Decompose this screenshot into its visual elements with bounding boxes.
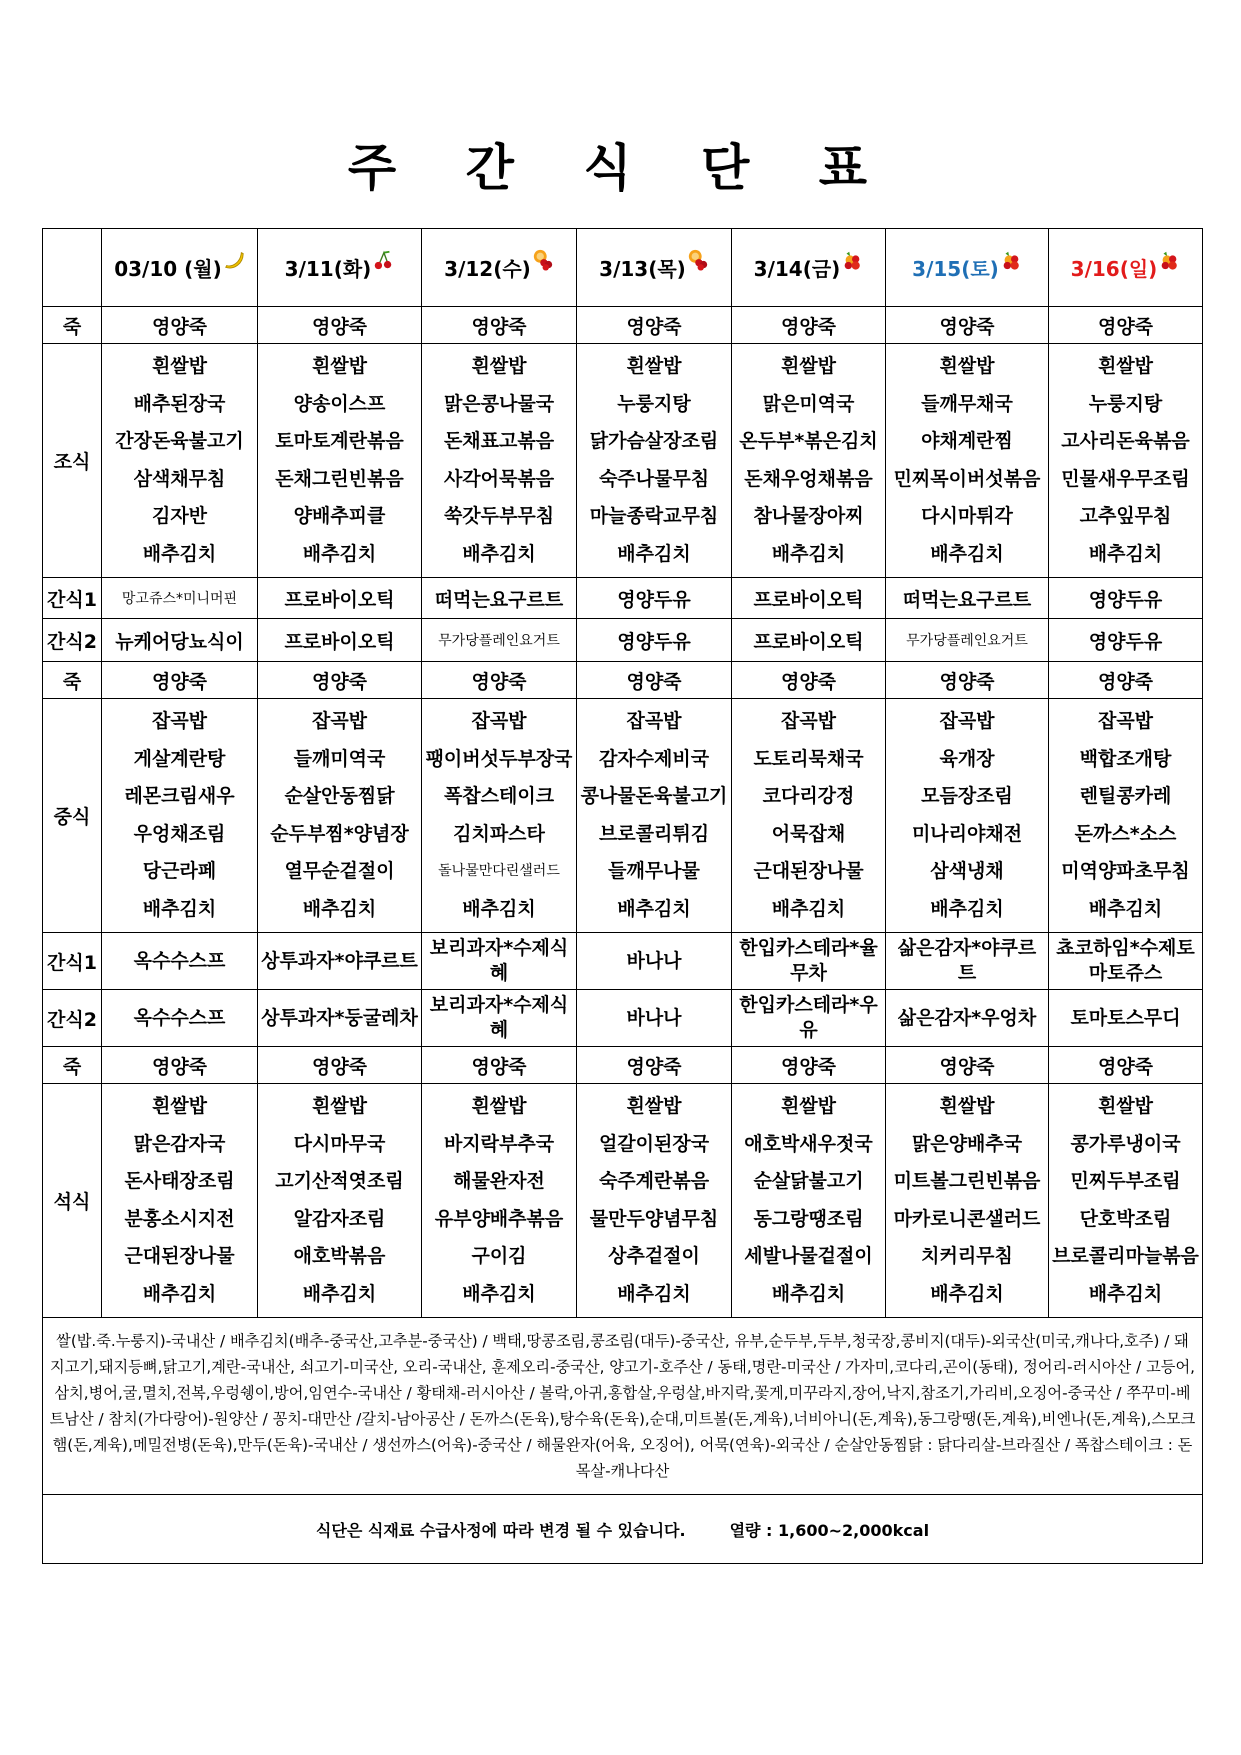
menu-cell — [102, 1047, 258, 1084]
meal-cell — [732, 344, 886, 578]
dish-item: 참나물장아찌 — [753, 505, 864, 527]
menu-cell — [577, 933, 732, 990]
row-label: 간식1 — [43, 933, 102, 990]
dish-item: 닭가슴살장조림 — [589, 430, 719, 452]
dish-item: 다시마무국 — [293, 1132, 386, 1155]
dish-text: 바나나 — [626, 1006, 682, 1029]
dish-item: 구이김 — [471, 1245, 527, 1267]
dish-item: 민찌목이버섯볶음 — [893, 467, 1041, 490]
dish-item: 배추김치 — [142, 542, 217, 565]
dish-text: 영양죽 — [626, 670, 682, 693]
dish-item: 감자수제비국 — [598, 747, 710, 770]
dish-item: 유부양배추볶음 — [434, 1207, 564, 1230]
menu-cell — [1049, 307, 1203, 344]
dish-item: 미트볼그린빈볶음 — [893, 1170, 1041, 1192]
menu-cell — [886, 307, 1049, 344]
dish-item: 근대된장나물 — [124, 1245, 235, 1267]
day-label: 3/11(화) — [284, 257, 372, 281]
day-label: 3/13(목) — [599, 257, 686, 281]
day-label: 3/15(토) — [912, 257, 999, 281]
dish-item: 흰쌀밥 — [151, 1095, 208, 1117]
menu-cell — [732, 662, 886, 699]
dish-item: 사각어묵볶음 — [443, 467, 555, 490]
dish-text: 영양죽 — [626, 1055, 682, 1078]
dish-text: 영양죽 — [939, 315, 995, 338]
dish-text: 영양죽 — [151, 315, 208, 338]
dish-item: 야채계란찜 — [921, 430, 1013, 452]
dish-item: 순살닭불고기 — [753, 1170, 864, 1192]
meal-row — [43, 344, 1203, 578]
fruit-basket-icon — [1000, 249, 1022, 271]
meal-cell — [886, 344, 1049, 578]
dish-item: 누룽지탕 — [1088, 392, 1163, 415]
dish-item: 쑥갓두부무침 — [443, 505, 555, 527]
page-title: 주 간 식 단 표 — [347, 139, 894, 197]
dish-item: 폭찹스테이크 — [443, 785, 555, 807]
menu-cell — [102, 933, 258, 990]
dish-item: 온두부*볶은김치 — [739, 430, 878, 452]
dish-item: 애호박새우젓국 — [744, 1132, 873, 1155]
dish-item: 배추김치 — [302, 897, 377, 920]
dish-text: 토마토스무디 — [1070, 1006, 1181, 1029]
dish-item: 돈까스*소스 — [1074, 822, 1177, 845]
dish-text: 영양죽 — [311, 1055, 368, 1078]
dish-item: 배추김치 — [930, 542, 1004, 565]
dish-text: 뉴케어당뇨식이 — [115, 630, 244, 653]
menu-cell — [577, 578, 732, 619]
dish-item: 브로콜리튀김 — [598, 822, 710, 845]
dish-item: 흰쌀밥 — [780, 355, 837, 377]
dish-item: 상추겉절이 — [608, 1245, 700, 1267]
dish-item: 고사리돈육볶음 — [1061, 430, 1190, 452]
menu-cell — [422, 578, 577, 619]
dish-text: 영양죽 — [1097, 315, 1154, 338]
dish-item: 당근라페 — [142, 860, 217, 882]
menu-row — [43, 933, 1203, 990]
dish-item: 마늘종락교무침 — [589, 505, 719, 527]
dish-item: 들깨무나물 — [608, 860, 700, 882]
dish-item: 흰쌀밥 — [151, 355, 208, 377]
dish-text: 영양죽 — [311, 670, 368, 693]
dish-item: 브로콜리마늘볶음 — [1052, 1245, 1199, 1267]
day-header — [422, 229, 577, 307]
dish-item: 육개장 — [939, 747, 995, 770]
dish-text: 삶은감자*우엉차 — [897, 1006, 1037, 1029]
row-label: 조식 — [43, 344, 102, 578]
dish-item: 얼갈이된장국 — [598, 1132, 710, 1155]
menu-cell — [886, 662, 1049, 699]
dish-item: 레몬크림새우 — [124, 785, 235, 807]
dish-item: 배추김치 — [617, 542, 691, 565]
meal-cell — [422, 699, 577, 933]
dish-item: 콩가루냉이국 — [1070, 1132, 1181, 1155]
menu-cell — [732, 1047, 886, 1084]
dish-item: 마카로니콘샐러드 — [893, 1207, 1041, 1230]
dish-item: 돈채그린빈볶음 — [275, 467, 404, 490]
dish-item: 애호박볶음 — [293, 1245, 386, 1267]
dish-item: 배추김치 — [1088, 542, 1163, 565]
dish-item: 흰쌀밥 — [471, 355, 527, 377]
menu-row — [43, 662, 1203, 699]
meal-cell — [258, 1084, 422, 1318]
menu-cell — [886, 990, 1049, 1047]
dish-item: 흰쌀밥 — [626, 355, 682, 377]
dish-item: 흰쌀밥 — [1097, 1095, 1154, 1117]
dish-item: 맑은감자국 — [133, 1132, 226, 1155]
dish-text: 옥수수스프 — [133, 1006, 226, 1029]
dish-item: 흰쌀밥 — [311, 355, 368, 377]
dish-item: 고추잎무침 — [1079, 505, 1172, 527]
row-label: 간식1 — [43, 578, 102, 619]
meal-cell — [102, 344, 258, 578]
dish-item: 들깨미역국 — [293, 747, 386, 770]
dish-item: 미나리야채전 — [911, 822, 1023, 845]
dish-text: 바나나 — [626, 949, 682, 972]
dish-text: 영양두유 — [617, 588, 691, 611]
menu-cell — [886, 933, 1049, 990]
change-notice: 식단은 식재료 수급사정에 따라 변경 될 수 있습니다. — [315, 1520, 686, 1540]
dish-item: 배추김치 — [462, 542, 536, 565]
dish-item: 배추김치 — [1088, 897, 1163, 920]
meal-cell — [422, 1084, 577, 1318]
menu-row — [43, 578, 1203, 619]
dish-item: 치커리무침 — [921, 1245, 1013, 1267]
dish-item: 돌나물만다린샐러드 — [438, 863, 560, 879]
dish-text: 영양죽 — [780, 670, 837, 693]
menu-cell — [1049, 619, 1203, 662]
dish-item: 잡곡밥 — [626, 710, 682, 732]
menu-cell — [102, 307, 258, 344]
orange-berry-icon — [532, 249, 554, 271]
menu-cell — [732, 578, 886, 619]
menu-cell — [422, 619, 577, 662]
dish-text: 프로바이오틱 — [284, 588, 395, 611]
dish-text: 삶은감자*야쿠르트 — [897, 937, 1037, 984]
dish-text: 떠먹는요구르트 — [434, 588, 564, 611]
dish-text: 영양죽 — [780, 1055, 837, 1078]
banana-icon — [223, 249, 245, 271]
menu-cell — [422, 990, 577, 1047]
dish-item: 흰쌀밥 — [471, 1095, 527, 1117]
dish-item: 배추김치 — [462, 897, 536, 920]
cherry-icon — [372, 249, 394, 271]
menu-cell — [422, 1047, 577, 1084]
meal-cell — [1049, 344, 1203, 578]
dish-item: 물만두양념무침 — [589, 1207, 719, 1230]
dish-text: 영양죽 — [151, 670, 208, 693]
day-label: 3/16(일) — [1070, 257, 1158, 281]
dish-item: 고기산적엿조림 — [275, 1170, 404, 1192]
dish-item: 미역양파초무침 — [1061, 860, 1190, 882]
dish-text: 영양죽 — [311, 315, 368, 338]
dish-item: 동그랑땡조림 — [753, 1207, 864, 1230]
dish-item: 세발나물겉절이 — [744, 1245, 873, 1267]
dish-text: 쵸코하임*수제토마토쥬스 — [1056, 937, 1195, 984]
dish-text: 프로바이오틱 — [284, 630, 395, 653]
meal-row — [43, 699, 1203, 933]
day-header — [102, 229, 258, 307]
meal-cell — [102, 1084, 258, 1318]
menu-cell — [258, 933, 422, 990]
dish-text: 영양죽 — [1097, 670, 1154, 693]
dish-item: 도토리묵채국 — [753, 747, 864, 770]
dish-item: 배추김치 — [302, 1282, 377, 1305]
fruit-basket-icon — [841, 249, 863, 271]
dish-text: 영양죽 — [471, 1055, 527, 1078]
menu-cell — [422, 307, 577, 344]
menu-cell — [258, 307, 422, 344]
dish-text: 영양두유 — [1088, 588, 1163, 611]
menu-cell — [258, 578, 422, 619]
dish-item: 돈채우엉채볶음 — [744, 467, 873, 490]
row-label: 죽 — [43, 1047, 102, 1084]
dish-item: 배추김치 — [617, 897, 691, 920]
meal-cell — [577, 344, 732, 578]
menu-cell — [102, 990, 258, 1047]
dish-item: 분홍소시지전 — [124, 1207, 235, 1230]
meal-row — [43, 1084, 1203, 1318]
dish-item: 코다리강정 — [762, 785, 855, 807]
dish-item: 어묵잡채 — [771, 822, 846, 845]
dish-text: 영양죽 — [151, 1055, 208, 1078]
meal-cell — [886, 699, 1049, 933]
row-label: 중식 — [43, 699, 102, 933]
dish-text: 보리과자*수제식혜 — [429, 994, 569, 1041]
dish-item: 배추김치 — [1088, 1282, 1163, 1305]
dish-item: 배추김치 — [142, 897, 217, 920]
dish-item: 단호박조림 — [1079, 1207, 1172, 1230]
corner-cell — [43, 229, 102, 307]
menu-cell — [1049, 933, 1203, 990]
menu-cell — [1049, 990, 1203, 1047]
menu-cell — [258, 1047, 422, 1084]
row-label: 간식2 — [43, 619, 102, 662]
dish-text: 상투과자*야쿠르트 — [261, 949, 418, 972]
dish-text: 영양두유 — [1088, 630, 1163, 653]
dish-item: 숙주계란볶음 — [598, 1170, 710, 1192]
dish-item: 간장돈육불고기 — [115, 430, 244, 452]
dish-item: 배추김치 — [771, 897, 846, 920]
dish-item: 다시마튀각 — [921, 505, 1013, 527]
dish-item: 돈채표고볶음 — [443, 430, 555, 452]
meal-cell — [422, 344, 577, 578]
row-label: 죽 — [43, 662, 102, 699]
dish-item: 해물완자전 — [453, 1170, 545, 1192]
dish-item: 배추김치 — [142, 1282, 217, 1305]
dish-item: 배추김치 — [771, 542, 846, 565]
dish-text: 보리과자*수제식혜 — [429, 937, 569, 984]
meal-cell — [732, 699, 886, 933]
menu-row — [43, 619, 1203, 662]
dish-item: 배추김치 — [930, 1282, 1004, 1305]
menu-cell — [102, 619, 258, 662]
menu-cell — [102, 578, 258, 619]
fruit-basket-icon — [1158, 249, 1180, 271]
dish-item: 배추김치 — [771, 1282, 846, 1305]
menu-cell — [102, 662, 258, 699]
dish-text: 프로바이오틱 — [753, 630, 864, 653]
origin-info: 쌀(밥.죽.누룽지)-국내산 / 배추김치(배추-중국산,고추분-중국산) / 백태,땅콩조림,콩조림(대두)-중국산, 유부,순두부,두부,청국장,콩비지(대두)-외국산(미국,캐나다,호주) / 돼지고기,돼지등뼈,닭고기,계란-국내산, 쇠고기-미국산, 오리-국내산, 훈제오리-중국산, 양고기-호주산 / 동태,명란-미국산 / 가자미,코다리,곤이(동태), 정어리-러시아산 / 고등어,삼치,병어,굴,멸치,전복,우렁쉥이,방어,임연수-국내산 / 황태채-러시아산 / 볼락,아귀,홍합살,우렁살,바지락,꽃게,미꾸라지,장어,낙지,참조기,가리비,오징어-중국산 / 쭈꾸미-베트남산 / 참치(가다랑어)-원양산 / 꽁치-대만산 /갈치-남아공산 / 돈까스(돈육),탕수육(돈육),순대,미트볼(돈,계육),너비아니(돈,계육),동그랑땡(돈,계육),비엔나(돈,계육),스모크햄(돈,계육),메밀전병(돈육),만두(돈육)-국내산 / 생선까스(어육)-중국산 / 해물완자(어육, 오징어), 어묵(연육)-외국산 / 순살안동찜닭 : 닭다리살-브라질산 / 폭찹스테이크 : 돈목살-캐나다산 — [43, 1318, 1203, 1495]
dish-text: 옥수수스프 — [133, 949, 226, 972]
dish-item: 삼색채무침 — [133, 467, 226, 490]
dish-text: 무가당플레인요거트 — [906, 633, 1028, 649]
day-header — [886, 229, 1049, 307]
menu-cell — [886, 1047, 1049, 1084]
day-label: 3/14(금) — [753, 257, 841, 281]
dish-text: 프로바이오틱 — [753, 588, 864, 611]
dish-item: 배추김치 — [462, 1282, 536, 1305]
menu-cell — [422, 662, 577, 699]
dish-item: 흰쌀밥 — [1097, 355, 1154, 377]
dish-item: 맑은양배추국 — [911, 1132, 1023, 1155]
menu-cell — [577, 307, 732, 344]
dish-item: 콩나물돈육불고기 — [580, 785, 728, 807]
dish-item: 흰쌀밥 — [939, 1095, 995, 1117]
meal-cell — [258, 699, 422, 933]
dish-item: 들깨무채국 — [921, 392, 1013, 415]
weekly-menu-table — [42, 228, 1203, 1564]
calorie-info: 열량 : 1,600~2,000kcal — [729, 1520, 930, 1540]
menu-cell — [577, 662, 732, 699]
menu-cell — [258, 662, 422, 699]
dish-text: 영양죽 — [626, 315, 682, 338]
dish-item: 배추된장국 — [133, 392, 226, 415]
dish-item: 민물새우무조림 — [1061, 467, 1190, 490]
meal-cell — [577, 1084, 732, 1318]
dish-item: 우엉채조림 — [133, 822, 226, 845]
dish-item: 팽이버섯두부장국 — [425, 747, 573, 770]
day-header — [732, 229, 886, 307]
row-label: 석식 — [43, 1084, 102, 1318]
dish-text: 영양죽 — [939, 670, 995, 693]
menu-cell — [732, 933, 886, 990]
meal-cell — [1049, 699, 1203, 933]
menu-cell — [1049, 1047, 1203, 1084]
dish-item: 렌틸콩카레 — [1079, 785, 1172, 807]
menu-cell — [422, 933, 577, 990]
dish-item: 배추김치 — [617, 1282, 691, 1305]
dish-item: 양배추피클 — [293, 505, 386, 527]
menu-cell — [886, 619, 1049, 662]
dish-item: 잡곡밥 — [939, 710, 995, 732]
row-label: 죽 — [43, 307, 102, 344]
dish-item: 알감자조림 — [293, 1207, 386, 1230]
menu-cell — [258, 990, 422, 1047]
dish-item: 열무순겉절이 — [284, 860, 395, 882]
menu-cell — [1049, 662, 1203, 699]
dish-item: 잡곡밥 — [311, 710, 368, 732]
dish-item: 삼색냉채 — [930, 860, 1004, 882]
dish-item: 양송이스프 — [293, 392, 386, 415]
dish-item: 잡곡밥 — [151, 710, 208, 732]
dish-item: 배추김치 — [930, 897, 1004, 920]
menu-cell — [732, 307, 886, 344]
meal-cell — [258, 344, 422, 578]
row-label: 간식2 — [43, 990, 102, 1047]
dish-item: 배추김치 — [302, 542, 377, 565]
menu-cell — [577, 619, 732, 662]
dish-text: 영양죽 — [1097, 1055, 1154, 1078]
dish-item: 순살안동찜닭 — [284, 785, 395, 807]
menu-row — [43, 307, 1203, 344]
day-header — [1049, 229, 1203, 307]
dish-item: 순두부찜*양념장 — [270, 822, 409, 845]
day-label: 03/10 (월) — [114, 257, 222, 281]
dish-item: 근대된장나물 — [753, 860, 864, 882]
dish-item: 잡곡밥 — [1097, 710, 1154, 732]
dish-item: 민찌두부조림 — [1070, 1170, 1181, 1192]
meal-cell — [102, 699, 258, 933]
dish-item: 바지락부추국 — [443, 1132, 555, 1155]
menu-cell — [732, 619, 886, 662]
meal-cell — [1049, 1084, 1203, 1318]
menu-row — [43, 990, 1203, 1047]
dish-item: 맑은미역국 — [762, 392, 855, 415]
dish-item: 게살계란탕 — [133, 747, 226, 770]
dish-item: 누룽지탕 — [617, 392, 691, 415]
meal-cell — [886, 1084, 1049, 1318]
menu-cell — [1049, 578, 1203, 619]
footer-notice — [43, 1495, 1203, 1564]
dish-text: 영양죽 — [471, 670, 527, 693]
dish-item: 모듬장조림 — [921, 785, 1013, 807]
menu-cell — [577, 1047, 732, 1084]
dish-text: 무가당플레인요거트 — [438, 633, 560, 649]
dish-item: 숙주나물무침 — [598, 467, 710, 490]
menu-cell — [886, 578, 1049, 619]
dish-item: 백합조개탕 — [1079, 747, 1172, 770]
day-label: 3/12(수) — [444, 257, 531, 281]
menu-cell — [577, 990, 732, 1047]
dish-item: 김자반 — [151, 505, 208, 527]
menu-cell — [732, 990, 886, 1047]
dish-text: 영양두유 — [617, 630, 691, 653]
dish-text: 영양죽 — [471, 315, 527, 338]
menu-cell — [258, 619, 422, 662]
dish-item: 흰쌀밥 — [311, 1095, 368, 1117]
dish-text: 망고쥬스*미니머핀 — [121, 591, 238, 607]
dish-text: 영양죽 — [939, 1055, 995, 1078]
dish-item: 김치파스타 — [453, 822, 545, 845]
dish-item: 잡곡밥 — [780, 710, 837, 732]
dish-text: 한입카스테라*율무차 — [739, 937, 878, 984]
meal-cell — [732, 1084, 886, 1318]
menu-row — [43, 1047, 1203, 1084]
day-header — [577, 229, 732, 307]
dish-item: 잡곡밥 — [471, 710, 527, 732]
dish-text: 떠먹는요구르트 — [902, 588, 1032, 611]
dish-text: 한입카스테라*우유 — [739, 994, 878, 1041]
dish-item: 흰쌀밥 — [939, 355, 995, 377]
dish-text: 상투과자*둥굴레차 — [261, 1006, 418, 1029]
day-header — [258, 229, 422, 307]
dish-text: 영양죽 — [780, 315, 837, 338]
dish-item: 돈사태장조림 — [124, 1170, 235, 1192]
meal-cell — [577, 699, 732, 933]
orange-berry-icon — [687, 249, 709, 271]
dish-item: 흰쌀밥 — [780, 1095, 837, 1117]
dish-item: 토마토계란볶음 — [275, 430, 404, 452]
dish-item: 맑은콩나물국 — [443, 392, 555, 415]
dish-item: 흰쌀밥 — [626, 1095, 682, 1117]
